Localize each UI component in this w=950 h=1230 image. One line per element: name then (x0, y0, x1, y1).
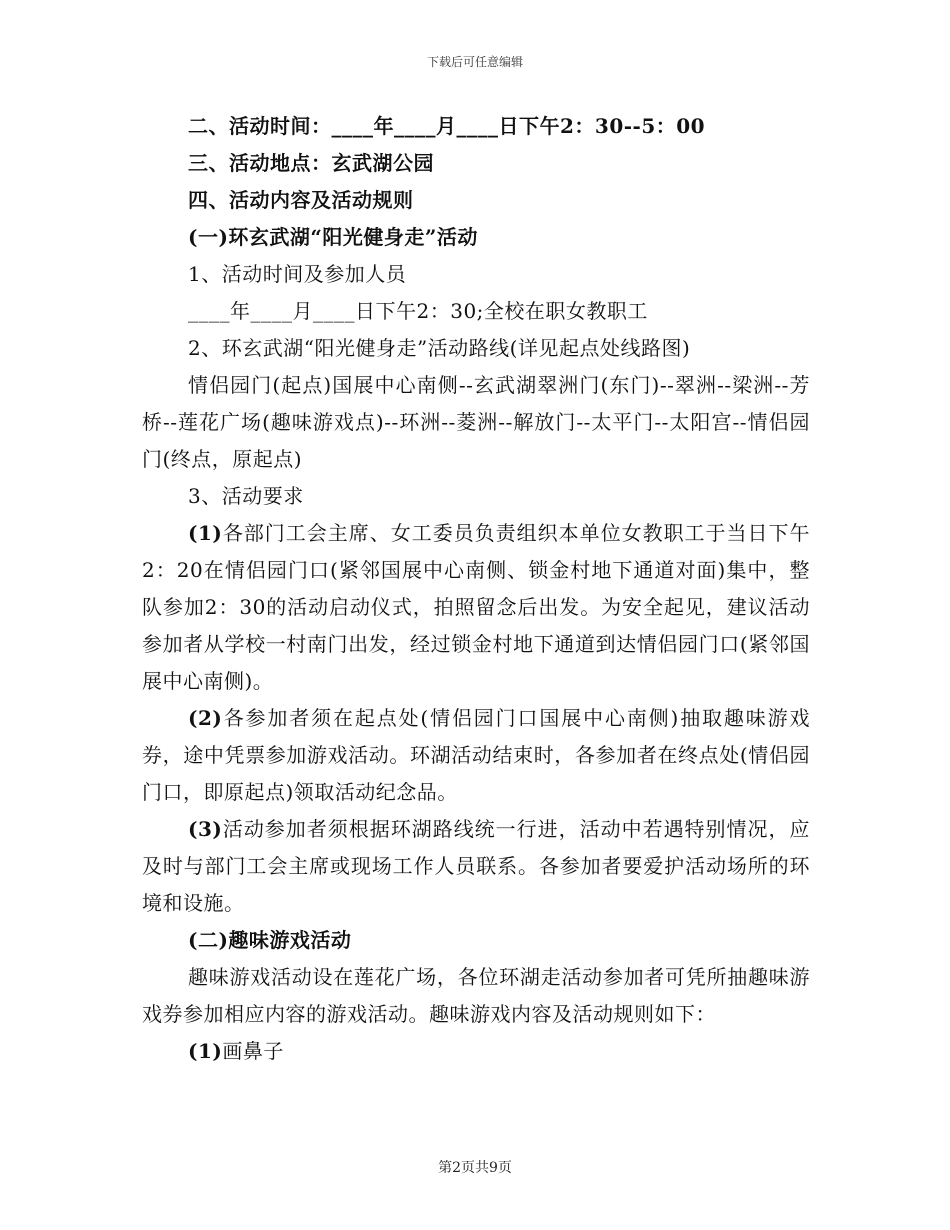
requirement-3-label: (3) (188, 817, 223, 841)
subsection-fun-games-body: 趣味游戏活动设在莲花广场，各位环湖走活动参加者可凭所抽趣味游戏券参加相应内容的游戏活动。趣味游戏内容及活动规则如下： (142, 965, 810, 1026)
requirement-2-text: 各参加者须在起点处(情侣园门口国展中心南侧)抽取趣味游戏券，途中凭票参加游戏活动。环湖活动结束时，各参加者在终点处(情侣园门口，即原起点)领取活动纪念品。 (142, 706, 810, 804)
subsection-sunshine-walk-title: (一)环玄武湖“阳光健身走”活动 (188, 225, 478, 249)
requirement-3 (142, 811, 810, 922)
game-1 (142, 1033, 810, 1070)
item-time-participants-title: 1、活动时间及参加人员 (188, 262, 407, 286)
section-activity-location: 三、活动地点：玄武湖公园 (188, 151, 434, 175)
item-requirements-title: 3、活动要求 (188, 484, 304, 508)
game-1-title: 画鼻子 (222, 1039, 284, 1063)
item-route-body: 情侣园门(起点)国展中心南侧--玄武湖翠洲门(东门)--翠洲--梁洲--芳桥--莲花广场(趣味游戏点)--环洲--菱洲--解放门--太平门--太阳宫--情侣园门(终点，原起点) (142, 373, 810, 471)
requirement-1-text: 各部门工会主席、女工委员负责组织本单位女教职工于当日下午2：20在情侣园门口(紧邻国展中心南侧、锁金村地下通道对面)集中，整队参加2：30的活动启动仪式，拍照留念后出发。为安全起见，建议活动参加者从学校一村南门出发，经过锁金村地下通道到达情侣园门口(紧邻国展中心南侧)。 (142, 521, 810, 693)
section-activity-time: 二、活动时间：____年____月____日下午2：30--5：00 (188, 114, 706, 138)
requirement-2-label: (2) (188, 706, 223, 730)
section-activity-content: 四、活动内容及活动规则 (188, 188, 414, 212)
page-footer-number: 第2页共9页 (438, 1160, 512, 1176)
subsection-fun-games-title: (二)趣味游戏活动 (188, 928, 352, 952)
game-1-label: (1) (188, 1039, 223, 1063)
item-route-title: 2、环玄武湖“阳光健身走”活动路线(详见起点处线路图) (188, 336, 691, 360)
page-header-note: 下载后可任意编辑 (426, 55, 523, 69)
item-time-participants-body: ____年____月____日下午2：30;全校在职女教职工 (188, 299, 648, 323)
requirement-3-text: 活动参加者须根据环湖路线统一行进，活动中若遇特别情况，应及时与部门工会主席或现场工作人员联系。各参加者要爱护活动场所的环境和设施。 (142, 817, 810, 915)
requirement-2 (142, 700, 810, 811)
document-body (142, 108, 810, 1070)
requirement-1 (142, 515, 810, 700)
requirement-1-label: (1) (188, 521, 223, 545)
